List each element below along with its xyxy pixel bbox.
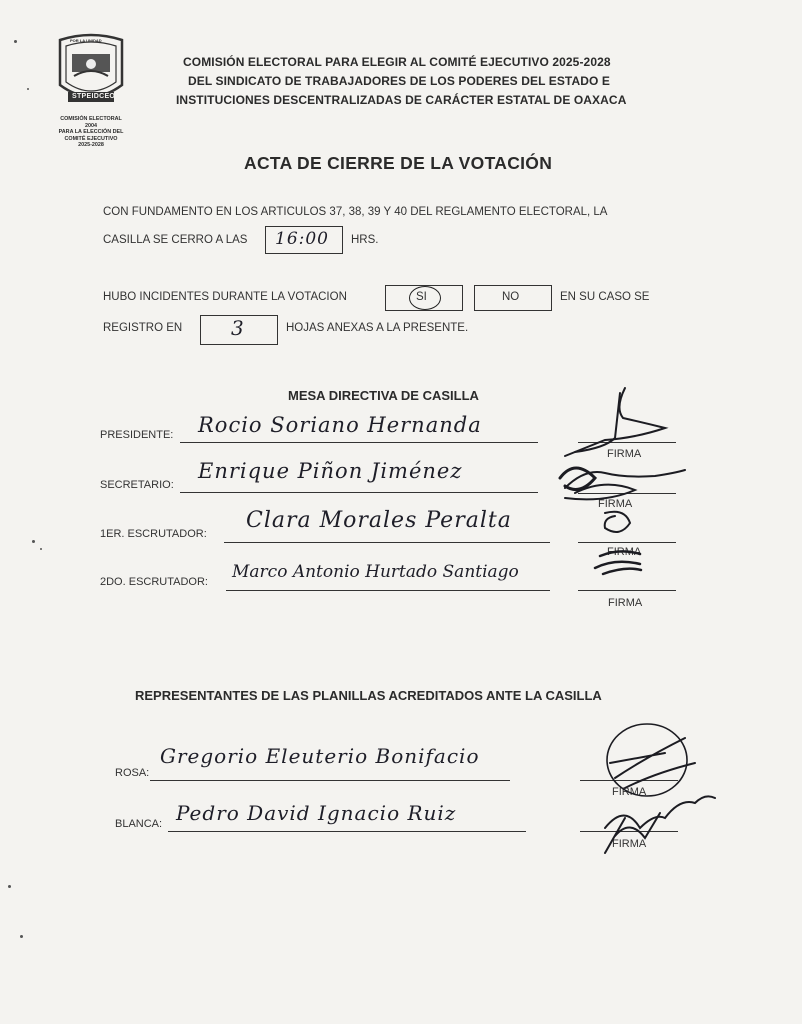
escrutador-2-name-line: [226, 590, 550, 591]
closing-time-value: 16:00: [275, 229, 329, 249]
planillas-signatures-scribble: [585, 718, 725, 858]
seal-caption-line: PARA LA ELECCIÓN DEL: [58, 129, 124, 135]
incidents-question: HUBO INCIDENTES DURANTE LA VOTACION: [103, 291, 347, 303]
rosa-name: Gregorio Eleuterio Bonifacio: [160, 744, 480, 768]
rosa-label: ROSA:: [115, 767, 150, 779]
closing-text-prefix: CASILLA SE CERRO A LAS: [103, 234, 248, 246]
seal-caption-line: COMITÉ EJECUTIVO: [64, 135, 118, 142]
seal-caption-line: COMISIÓN ELECTORAL: [60, 116, 122, 122]
seal-caption-line: 2004: [85, 122, 97, 129]
header-line-3: INSTITUCIONES DESCENTRALIZADAS DE CARÁCTER ESTATAL DE OAXACA: [176, 93, 627, 107]
seal-top-text: POR LA UNIDAD: [70, 38, 102, 43]
blanca-name: Pedro David Ignacio Ruiz: [176, 801, 457, 825]
presidente-label: PRESIDENTE:: [100, 429, 174, 441]
register-suffix: HOJAS ANEXAS A LA PRESENTE.: [286, 322, 469, 334]
register-prefix: REGISTRO EN: [103, 322, 183, 334]
incidents-after-text: EN SU CASO SE: [560, 291, 650, 303]
seal-caption: [50, 116, 132, 149]
sheets-count-value: 3: [231, 316, 245, 340]
mesa-signatures-scribble: [545, 378, 695, 598]
escrutador-2-label: 2DO. ESCRUTADOR:: [100, 576, 208, 588]
seal-caption-line: 2025-2028: [78, 142, 104, 148]
page-title: ACTA DE CIERRE DE LA VOTACIÓN: [244, 153, 553, 173]
escrutador-2-firma-label: FIRMA: [608, 597, 643, 609]
header-line-1: COMISIÓN ELECTORAL PARA ELEGIR AL COMITÉ EJECUTIVO 2025-2028: [183, 55, 611, 69]
escrutador-1-firma-label: FIRMA: [607, 546, 642, 558]
escrutador-1-name: Clara Morales Peralta: [246, 508, 512, 533]
secretario-name: Enrique Piñon Jiménez: [198, 459, 463, 483]
blanca-label: BLANCA:: [115, 818, 163, 830]
paper-speck: [40, 548, 42, 550]
presidente-name: Rocio Soriano Hernanda: [198, 413, 482, 437]
paper-speck: [14, 40, 17, 43]
paper-speck: [32, 540, 35, 543]
planillas-section-title: REPRESENTANTES DE LAS PLANILLAS ACREDITADOS ANTE LA CASILLA: [135, 688, 602, 703]
paper-speck: [8, 885, 11, 888]
rosa-name-line: [150, 780, 510, 781]
seal-banner-text: STPEIDCEO: [72, 93, 116, 100]
mesa-section-title: MESA DIRECTIVA DE CASILLA: [288, 388, 479, 403]
blanca-name-line: [168, 831, 526, 832]
closing-text-suffix: HRS.: [351, 234, 379, 246]
closing-text-line-1: CON FUNDAMENTO EN LOS ARTICULOS 37, 38, 39 Y 40 DEL REGLAMENTO ELECTORAL, LA: [103, 206, 608, 218]
secretario-label: SECRETARIO:: [100, 479, 174, 491]
paper-speck: [27, 88, 29, 90]
secretario-name-line: [180, 492, 538, 493]
union-seal-logo: [50, 30, 132, 175]
option-no-label: NO: [502, 291, 520, 303]
escrutador-2-name: Marco Antonio Hurtado Santiago: [232, 562, 519, 582]
header-line-2: DEL SINDICATO DE TRABAJADORES DE LOS PODERES DEL ESTADO E: [188, 74, 610, 88]
escrutador-1-label: 1ER. ESCRUTADOR:: [100, 528, 207, 540]
escrutador-1-name-line: [224, 542, 550, 543]
presidente-name-line: [180, 442, 538, 443]
rosa-firma-label: FIRMA: [612, 786, 647, 798]
paper-speck: [20, 935, 23, 938]
presidente-firma-label: FIRMA: [607, 448, 642, 460]
secretario-firma-label: FIRMA: [598, 498, 633, 510]
option-si-label: SI: [416, 291, 427, 303]
blanca-firma-label: FIRMA: [612, 838, 647, 850]
